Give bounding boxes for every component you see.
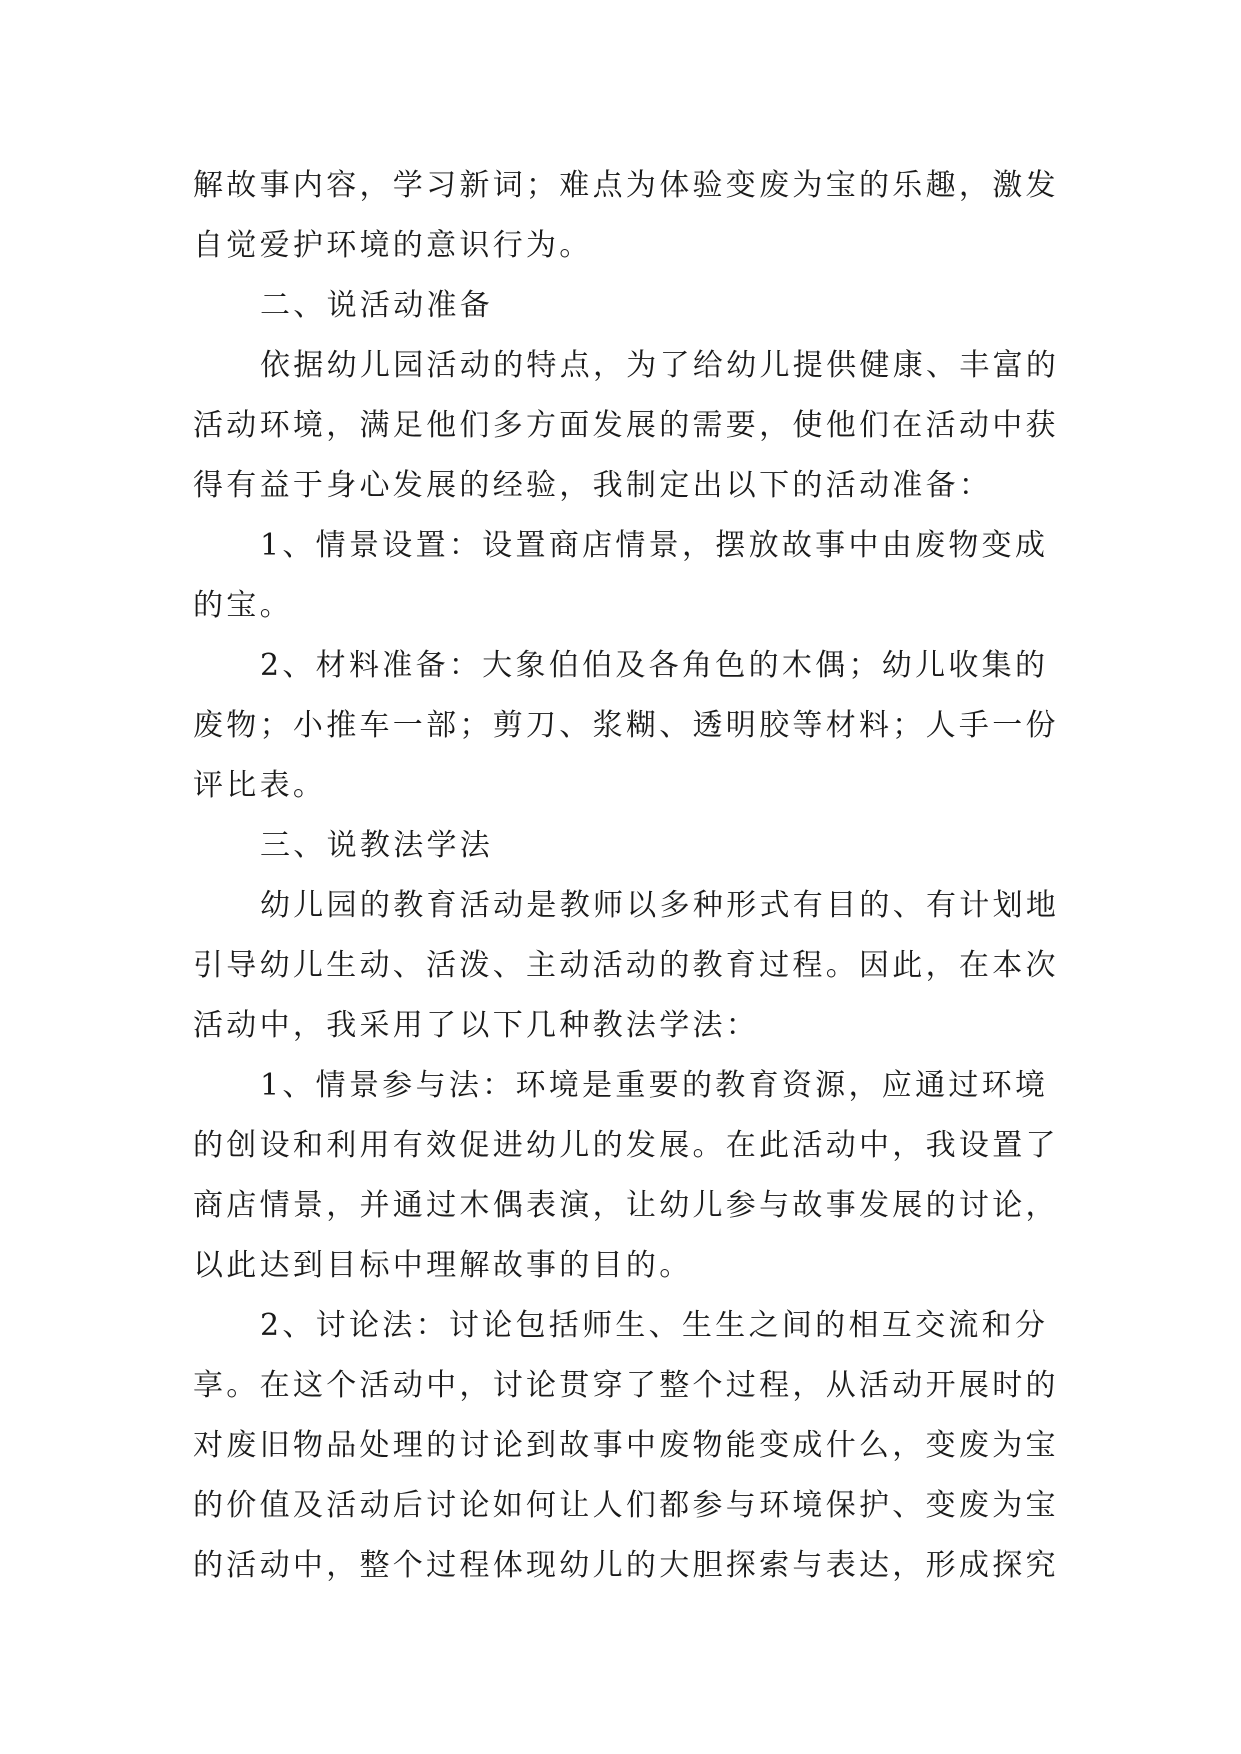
text-line: 商店情景，并通过木偶表演，让幼儿参与故事发展的讨论， xyxy=(193,1188,1059,1223)
list-item-scene-participation xyxy=(193,1056,1093,1296)
text-line: 1、情景参与法：环境是重要的教育资源，应通过环境 xyxy=(260,1068,1049,1103)
text-line: 幼儿园的教育活动是教师以多种形式有目的、有计划地 xyxy=(260,888,1060,923)
text-line: 以此达到目标中理解故事的目的。 xyxy=(193,1248,693,1283)
text-line: 的创设和利用有效促进幼儿的发展。在此活动中，我设置了 xyxy=(193,1128,1059,1163)
list-item-materials xyxy=(193,636,1093,816)
paragraph xyxy=(193,336,1093,516)
text-line: 活动中，我采用了以下几种教法学法： xyxy=(193,1008,760,1043)
heading-line: 二、说活动准备 xyxy=(260,288,494,323)
text-line: 享。在这个活动中，讨论贯穿了整个过程，从活动开展时的 xyxy=(193,1368,1059,1403)
text-line: 1、情景设置：设置商店情景，摆放故事中由废物变成 xyxy=(260,528,1049,563)
list-item-discussion xyxy=(193,1296,1093,1596)
document-body xyxy=(193,156,1093,1596)
text-line: 引导幼儿生动、活泼、主动活动的教育过程。因此，在本次 xyxy=(193,948,1059,983)
section-heading-teaching-methods xyxy=(193,816,1093,876)
section-heading-activity-preparation xyxy=(193,276,1093,336)
paragraph-continued xyxy=(193,156,1093,276)
list-item-scene-setup xyxy=(193,516,1093,636)
heading-line: 三、说教法学法 xyxy=(260,828,494,863)
text-line: 2、讨论法：讨论包括师生、生生之间的相互交流和分 xyxy=(260,1308,1049,1343)
text-line: 2、材料准备：大象伯伯及各角色的木偶；幼儿收集的 xyxy=(260,648,1049,683)
text-line: 的宝。 xyxy=(193,588,293,623)
text-line: 对废旧物品处理的讨论到故事中废物能变成什么，变废为宝 xyxy=(193,1428,1059,1463)
text-line: 的活动中，整个过程体现幼儿的大胆探索与表达，形成探究 xyxy=(193,1548,1059,1583)
text-line: 活动环境，满足他们多方面发展的需要，使他们在活动中获 xyxy=(193,408,1059,443)
text-line: 得有益于身心发展的经验，我制定出以下的活动准备： xyxy=(193,468,993,503)
text-line: 依据幼儿园活动的特点，为了给幼儿提供健康、丰富的 xyxy=(260,348,1060,383)
text-line: 的价值及活动后讨论如何让人们都参与环境保护、变废为宝 xyxy=(193,1488,1059,1523)
text-line: 自觉爱护环境的意识行为。 xyxy=(193,228,593,263)
text-line: 评比表。 xyxy=(193,768,327,803)
text-line: 解故事内容，学习新词；难点为体验变废为宝的乐趣，激发 xyxy=(193,168,1059,203)
text-line: 废物；小推车一部；剪刀、浆糊、透明胶等材料；人手一份 xyxy=(193,708,1059,743)
paragraph xyxy=(193,876,1093,1056)
